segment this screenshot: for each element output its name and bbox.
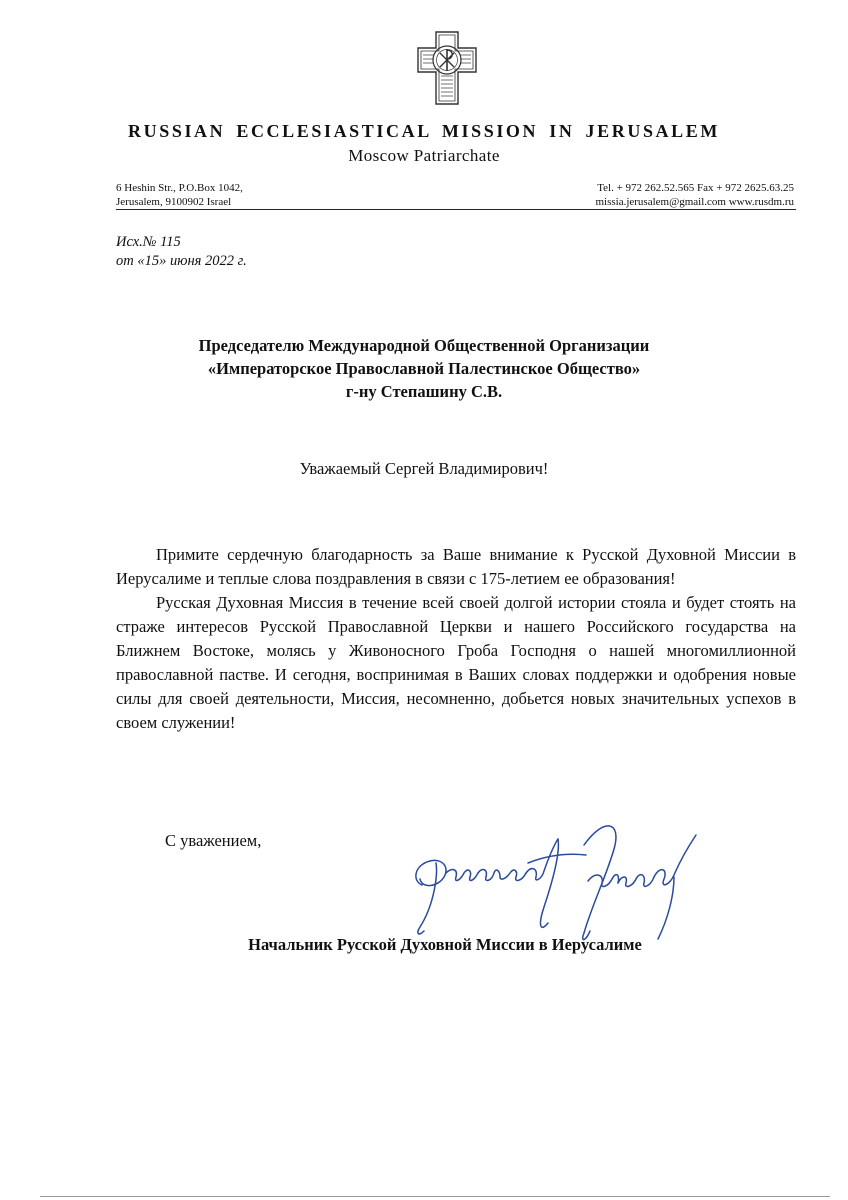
letter-body: [116, 543, 796, 735]
reference-number: Исх.№ 115: [116, 234, 181, 250]
address-line-2: Jerusalem, 9100902 Israel: [116, 196, 232, 208]
recipient-line-1: Председателю Международной Общественной Организации: [198, 336, 650, 355]
handwritten-signature: [408, 815, 708, 950]
recipient-line-3: г-ну Степашину С.В.: [345, 382, 503, 401]
email-web-line: missia.jerusalem@gmail.com www.rusdm.ru: [595, 196, 794, 208]
page-edge-line: [40, 1196, 830, 1197]
salutation: Уважаемый Сергей Владимирович!: [299, 459, 549, 478]
postal-address: [116, 181, 243, 209]
signatory-title: Начальник Русской Духовной Миссии в Иерусалиме: [248, 935, 642, 954]
address-line-1: 6 Heshin Str., P.O.Box 1042,: [116, 182, 243, 194]
organization-subtitle: Moscow Patriarchate: [348, 146, 500, 165]
recipient-block: [0, 334, 848, 403]
outgoing-reference: [116, 233, 247, 271]
closing-phrase: С уважением,: [165, 831, 262, 850]
reference-date: от «15» июня 2022 г.: [116, 253, 247, 269]
mission-emblem-icon: [414, 28, 480, 108]
header-divider: [116, 209, 796, 210]
recipient-line-2: «Императорское Православной Палестинское Общество»: [207, 359, 641, 378]
organization-name: RUSSIAN ECCLESIASTICAL MISSION IN JERUSALEM: [128, 121, 720, 141]
body-paragraph-1: Примите сердечную благодарность за Ваше внимание к Русской Духовной Миссии в Иерусалиме и теплые слова поздравления в связи с 175-летием ее образования!: [116, 545, 796, 588]
body-paragraph-2: Русская Духовная Миссия в течение всей своей долгой истории стояла и будет стоять на страже интересов Русской Православной Церкви и нашего Российского государства на Ближнем Востоке, молясь у Живоносного Гроба Господня о нашей многомиллионной православной пастве. И сегодня, воспринимая в Ваших словах поддержки и одобрения новые силы для своей деятельности, Миссия, несомненно, добьется новых значительных успехов в своем служении!: [116, 593, 796, 732]
phone-fax-line: Tel. + 972 262.52.565 Fax + 972 2625.63.25: [597, 182, 794, 194]
contact-info: [595, 181, 794, 209]
